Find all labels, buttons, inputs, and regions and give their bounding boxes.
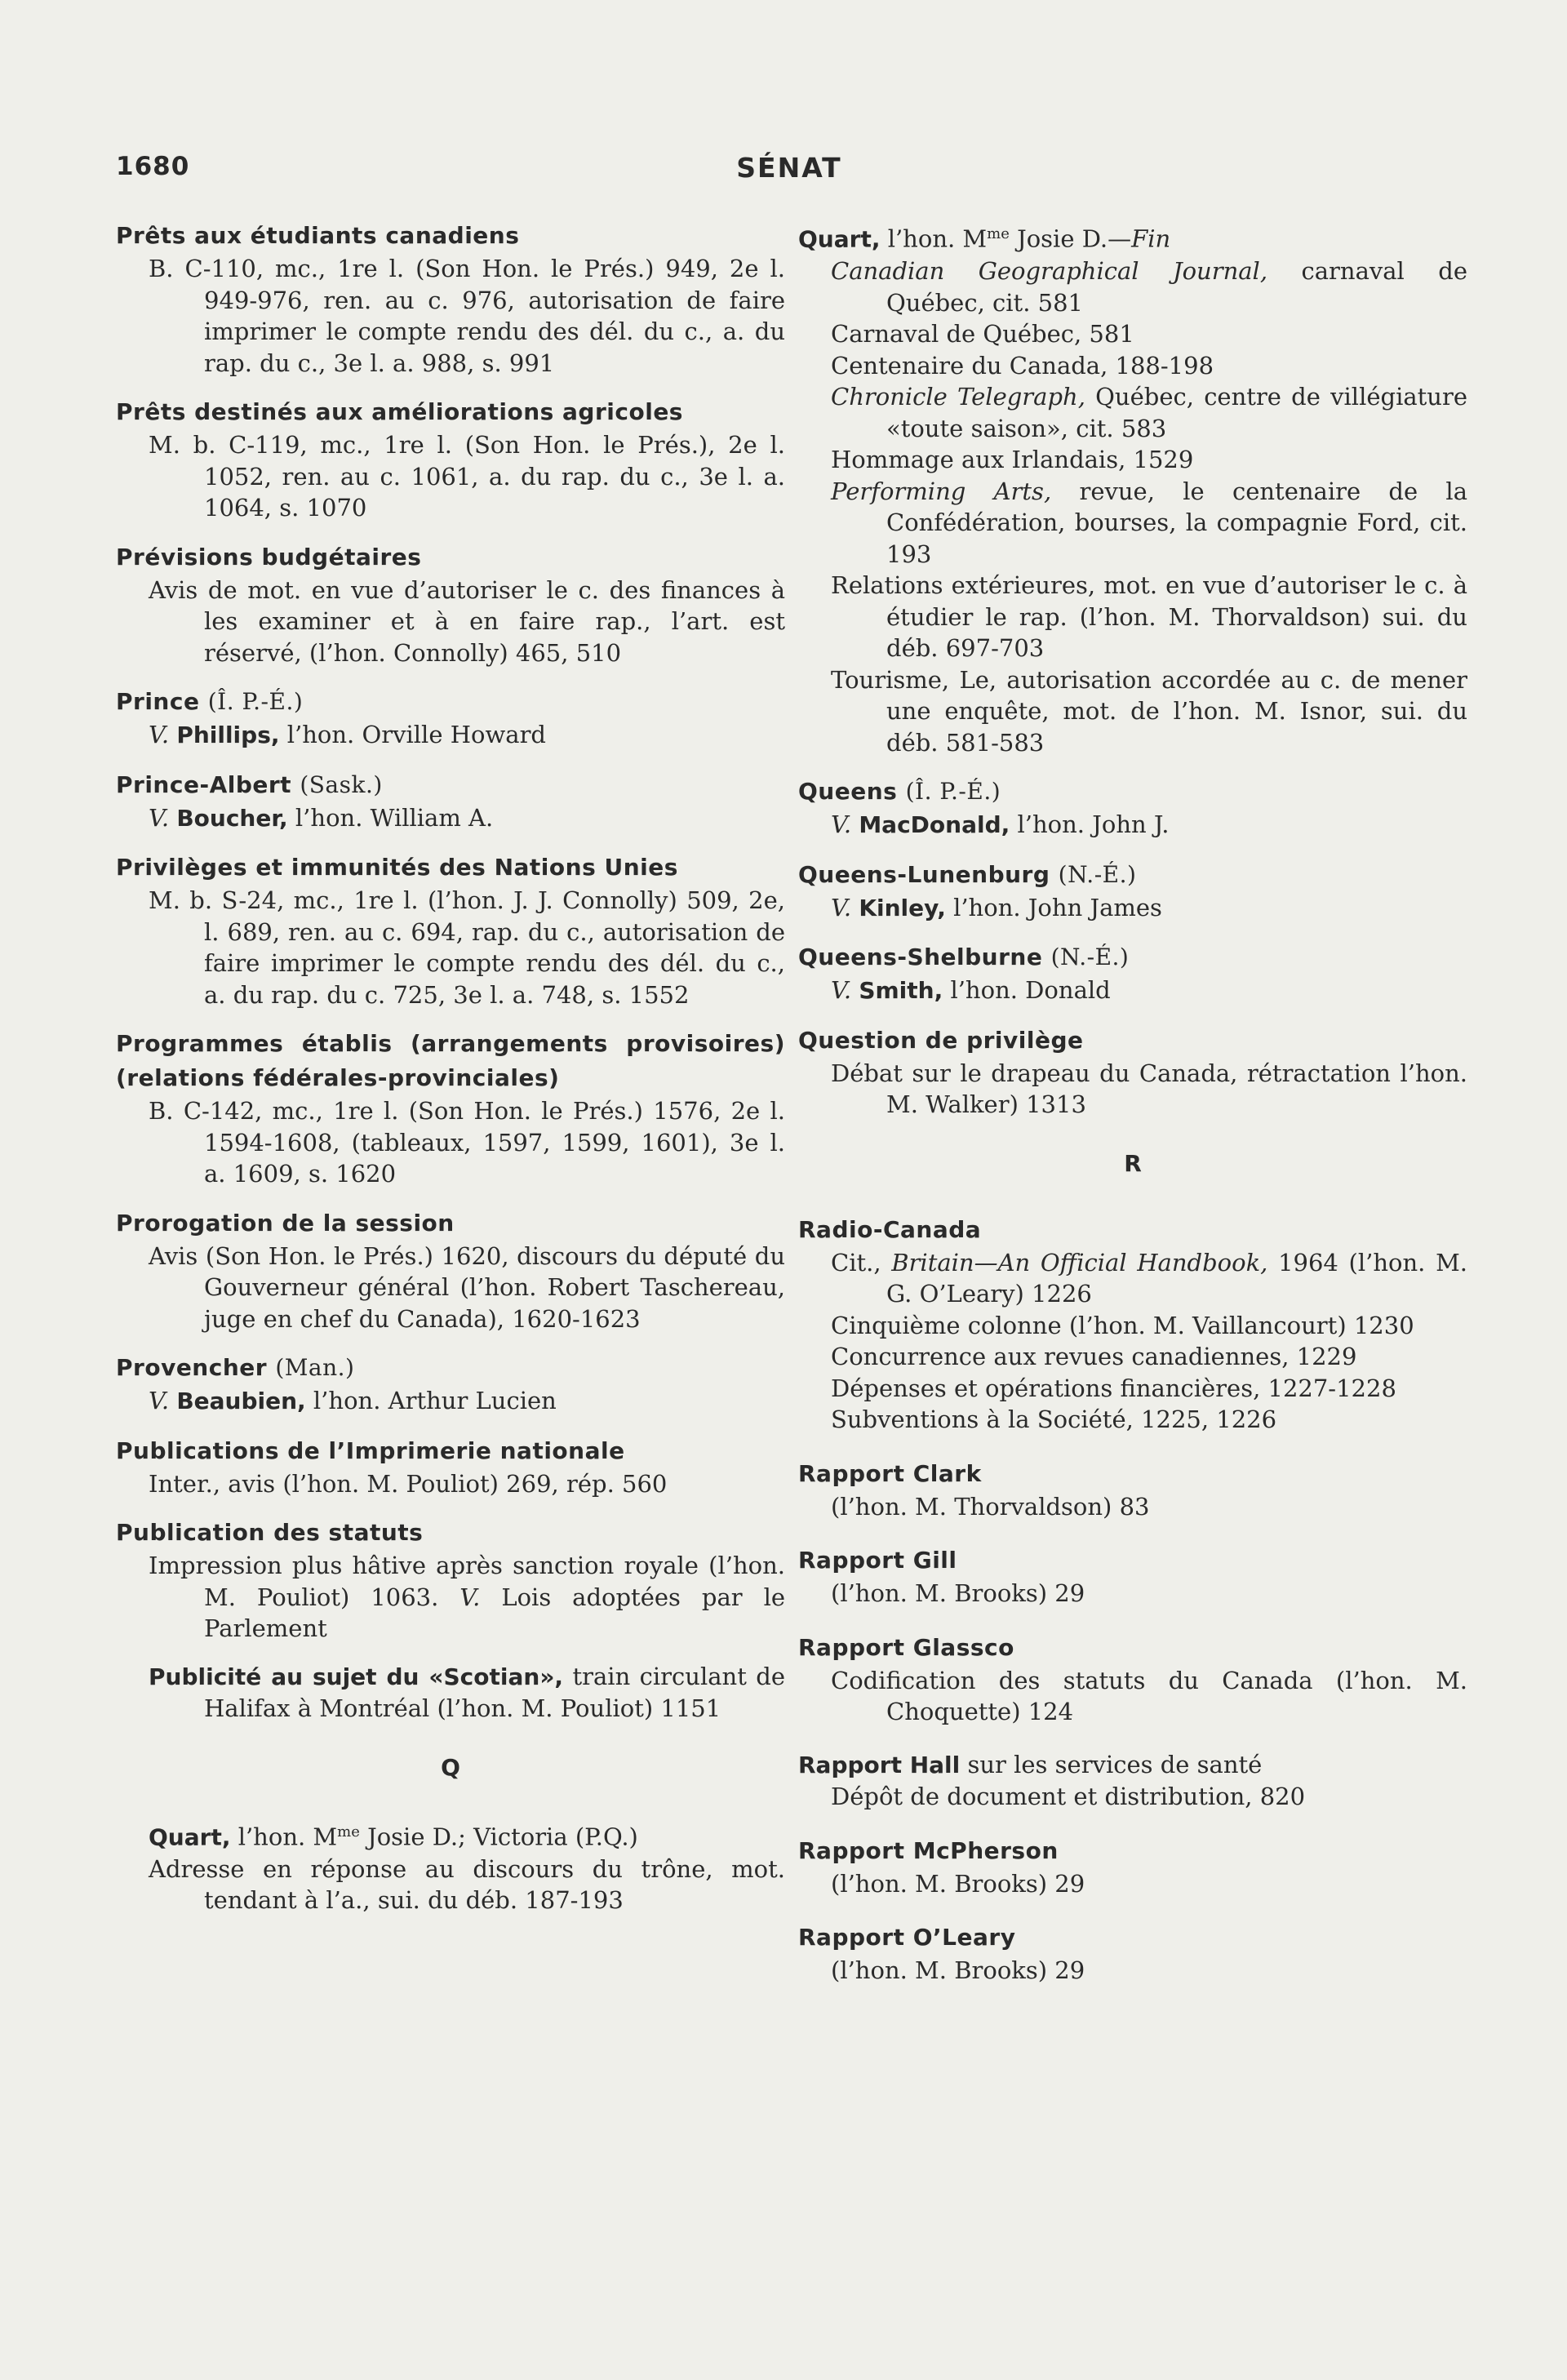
entry-text-part: revue, le centenaire de la Confédération, bourses, la compagnie Ford, cit. 193 (886, 477, 1468, 568)
index-entry (116, 850, 785, 1010)
entry-text: Carnaval de Québec, 581 (831, 320, 1134, 349)
entry-text: Subventions à la Société, 1225, 1226 (831, 1405, 1277, 1434)
right-column (798, 219, 1467, 2003)
cross-ref-name: Kinley, (859, 894, 946, 921)
entry-text-part: Josie D.; Victoria (P.Q.) (367, 1823, 638, 1851)
cross-ref-text: l’hon. William A. (295, 803, 494, 832)
entry-title: Prince-Albert (116, 770, 292, 798)
publication-title: Britain—An Official Handbook, (891, 1248, 1268, 1277)
left-column (116, 219, 785, 1933)
entry-heading: Rapport Clark (798, 1459, 982, 1487)
entry-heading: Prêts destinés aux améliorations agricoles (116, 398, 683, 425)
entry-heading (798, 219, 1467, 255)
index-entry (116, 685, 785, 752)
entry-heading: Radio-Canada (798, 1215, 982, 1243)
entry-text (116, 1661, 785, 1725)
entry-text: (l’hon. M. Thorvaldson) 83 (831, 1492, 1150, 1521)
cross-ref-name: Boucher, (176, 804, 288, 832)
entry-text: M. b. S-24, mc., 1re l. (l’hon. J. J. Connolly) 509, 2e, l. 689, ren. au c. 694, rap. du c., autorisation de faire imprimer le compte rendu des dél. du c., a. du rap. du c. 725, 3e l. a. 748, s. 1552 (149, 886, 785, 1009)
entry-title: Provencher (116, 1354, 268, 1381)
entry-heading (116, 1351, 785, 1385)
entry-text (798, 975, 1467, 1007)
entry-heading: Publications de l’Imprimerie nationale (116, 1436, 625, 1464)
cross-ref-text: l’hon. Arthur Lucien (313, 1387, 557, 1414)
page-number: 1680 (116, 152, 190, 181)
entry-text: B. C-110, mc., 1re l. (Son Hon. le Prés.) 949, 2e l. 949-976, ren. au c. 976, autorisation de faire imprimer le compte rendu des dél. du c., a. du rap. du c., 3e l. a. 988, s. 991 (149, 255, 785, 377)
index-entry (116, 768, 785, 835)
entry-heading (798, 940, 1467, 975)
entry-heading (798, 1749, 1467, 1782)
index-entry (116, 1516, 785, 1645)
index-entry (798, 219, 1467, 758)
entry-text: Relations extérieures, mot. en vue d’autoriser le c. à étudier le rap. (l’hon. M. Thorvaldson) sui. du déb. 697-703 (831, 571, 1467, 663)
entry-text-part: carnaval de Québec, cit. 581 (886, 257, 1467, 317)
entry-text-part: l’hon. M (237, 1823, 338, 1851)
entry-title: Rapport Hall (798, 1751, 961, 1778)
entry-text (798, 381, 1467, 444)
continued-marker: Fin (1131, 224, 1171, 253)
index-entry (798, 940, 1467, 1007)
see-marker: V. (149, 1387, 170, 1414)
entry-heading: Rapport O’Leary (798, 1924, 1016, 1952)
entry-region: (Î. P.-É.) (207, 688, 304, 715)
see-marker: V. (831, 810, 852, 839)
entry-region: (Sask.) (300, 770, 383, 798)
entry-text (798, 255, 1467, 318)
see-marker: V. (149, 721, 170, 748)
index-entry (798, 1543, 1467, 1610)
index-entry (116, 219, 785, 379)
section-letter-q: Q (441, 1753, 460, 1781)
entry-text (798, 1247, 1467, 1310)
entry-text: Dépôt de document et distribution, 820 (831, 1783, 1306, 1811)
see-marker: V. (459, 1583, 481, 1611)
index-entry (798, 1834, 1467, 1900)
entry-heading: Rapport Glassco (798, 1633, 1014, 1661)
cross-ref-name: MacDonald, (859, 811, 1010, 839)
index-entry (116, 1661, 785, 1725)
entry-text: Avis (Son Hon. le Prés.) 1620, discours du député du Gouverneur général (l’hon. Robert Taschereau, juge en chef du Canada), 1620-1623 (149, 1241, 785, 1333)
entry-text (116, 1817, 785, 1854)
page-header (116, 152, 1463, 184)
index-entry (798, 1631, 1467, 1728)
entry-region: (Man.) (275, 1354, 355, 1381)
index-entry (798, 1457, 1467, 1523)
section-letter-r: R (1124, 1149, 1142, 1177)
entry-title: Queens-Shelburne (798, 944, 1043, 971)
entry-heading: Privilèges et immunités des Nations Unies (116, 854, 678, 881)
entry-title: Queens-Lunenburg (798, 860, 1050, 888)
entry-title: Quart, (149, 1823, 231, 1851)
entry-text-part: sur les services de santé (967, 1750, 1263, 1778)
see-marker: V. (831, 976, 852, 1005)
publication-title: Canadian Geographical Journal, (831, 257, 1268, 286)
entry-text: Dépenses et opérations financières, 1227-1228 (831, 1374, 1396, 1402)
index-entry (798, 1023, 1467, 1121)
cross-ref-name: Phillips, (176, 722, 280, 748)
entry-text-part: Lois adoptées par le Parlement (204, 1583, 786, 1642)
entry-text: (l’hon. M. Brooks) 29 (831, 1869, 1085, 1898)
entry-heading: Prorogation de la session (116, 1209, 455, 1237)
entry-text: Hommage aux Irlandais, 1529 (831, 446, 1194, 474)
entry-text (798, 892, 1467, 925)
entry-heading: Rapport McPherson (798, 1836, 1059, 1864)
entry-text (798, 809, 1467, 841)
entry-text: Centenaire du Canada, 188-198 (831, 351, 1214, 380)
see-marker: V. (831, 893, 852, 921)
entry-heading: Publication des statuts (116, 1519, 424, 1546)
entry-region: (Î. P.-É.) (905, 778, 1001, 806)
index-entry (116, 1027, 785, 1190)
index-entry (116, 1434, 785, 1500)
index-entry (798, 1213, 1467, 1436)
entry-text: M. b. C-119, mc., 1re l. (Son Hon. le Prés.), 2e l. 1052, ren. au c. 1061, a. du rap. du c., 3e l. a. 1064, s. 1070 (149, 431, 785, 522)
publication-title: Performing Arts, (831, 477, 1052, 505)
entry-text: Avis de mot. en vue d’autoriser le c. des finances à les examiner et à en faire rap., l’art. est réservé, (l’hon. Connolly) 465, 510 (149, 575, 785, 667)
entry-title: Prince (116, 688, 200, 715)
cross-ref-name: Smith, (859, 977, 943, 1005)
entry-text: Codification des statuts du Canada (l’hon. M. Choquette) 124 (831, 1666, 1467, 1726)
superscript: me (987, 225, 1010, 242)
superscript: me (337, 1823, 360, 1841)
entry-region: (N.-É.) (1050, 944, 1130, 971)
cross-ref-name: Beaubien, (176, 1388, 306, 1414)
entry-text (116, 1550, 785, 1645)
entry-region: (N.-É.) (1058, 860, 1137, 888)
entry-text-part: Josie D.— (1017, 224, 1132, 253)
entry-text-part: train circulant de Halifax à Montréal (l’hon. M. Pouliot) 1151 (204, 1662, 785, 1722)
cross-ref-text: l’hon. Orville Howard (286, 721, 546, 748)
entry-title: Publicité au sujet du «Scotian», (149, 1663, 564, 1690)
index-entry (116, 540, 785, 669)
entry-heading: Question de privilège (798, 1026, 1084, 1054)
entry-heading: Prêts aux étudiants canadiens (116, 222, 520, 249)
entry-text-part: l’hon. M (887, 224, 988, 253)
entry-text (116, 802, 785, 835)
entry-heading: Programmes établis (arrangements provisoires) (relations fédérales-provinciales) (116, 1030, 785, 1091)
index-entry (116, 1206, 785, 1335)
entry-text: (l’hon. M. Brooks) 29 (831, 1956, 1085, 1985)
entry-text: Inter., avis (l’hon. M. Pouliot) 269, rép. 560 (149, 1469, 668, 1498)
publication-title: Chronicle Telegraph, (831, 383, 1085, 411)
entry-text (116, 1385, 785, 1418)
index-entry (116, 1351, 785, 1418)
entry-title: Quart, (798, 225, 881, 253)
index-entry (116, 395, 785, 524)
see-marker: V. (149, 803, 170, 832)
entry-text-part: Impression plus hâtive après sanction royale (l’hon. M. Pouliot) 1063. (149, 1552, 785, 1611)
entry-text: B. C-142, mc., 1re l. (Son Hon. le Prés.) 1576, 2e l. 1594-1608, (tableaux, 1597, 1599, 1601), 3e l. a. 1609, s. 1620 (149, 1097, 785, 1188)
entry-text: Tourisme, Le, autorisation accordée au c. de mener une enquête, mot. de l’hon. M. Isnor, sui. du déb. 581-583 (831, 665, 1467, 757)
index-entry (798, 775, 1467, 841)
entry-text-part: Cit., (831, 1248, 881, 1277)
entry-text: (l’hon. M. Brooks) 29 (831, 1579, 1085, 1608)
cross-ref-text: l’hon. Donald (950, 976, 1111, 1005)
entry-heading (798, 775, 1467, 809)
running-head: SÉNAT (736, 152, 842, 184)
entry-heading (116, 685, 785, 719)
index-entry (116, 1817, 785, 1916)
entry-text-part: 1964 (l’hon. M. G. O’Leary) 1226 (886, 1248, 1467, 1308)
entry-text: Débat sur le drapeau du Canada, rétractation l’hon. M. Walker) 1313 (831, 1059, 1467, 1119)
entry-title: Queens (798, 778, 898, 806)
entry-heading (116, 768, 785, 802)
entry-text: Cinquième colonne (l’hon. M. Vaillancourt) 1230 (831, 1311, 1414, 1339)
cross-ref-text: l’hon. John J. (1017, 810, 1170, 839)
entry-text: Adresse en réponse au discours du trône, mot. tendant à l’a., sui. du déb. 187-193 (149, 1854, 785, 1915)
entry-text (798, 476, 1467, 571)
entry-heading: Rapport Gill (798, 1547, 957, 1574)
entry-text: Concurrence aux revues canadiennes, 1229 (831, 1343, 1357, 1371)
cross-ref-text: l’hon. John James (953, 893, 1162, 921)
index-entry (798, 1749, 1467, 1813)
index-entry (798, 1920, 1467, 1987)
entry-text (116, 719, 785, 752)
index-entry (798, 858, 1467, 925)
entry-heading: Prévisions budgétaires (116, 543, 422, 571)
entry-text-part: Québec, centre de villégiature «toute saison», cit. 583 (886, 383, 1467, 442)
entry-heading (798, 858, 1467, 892)
